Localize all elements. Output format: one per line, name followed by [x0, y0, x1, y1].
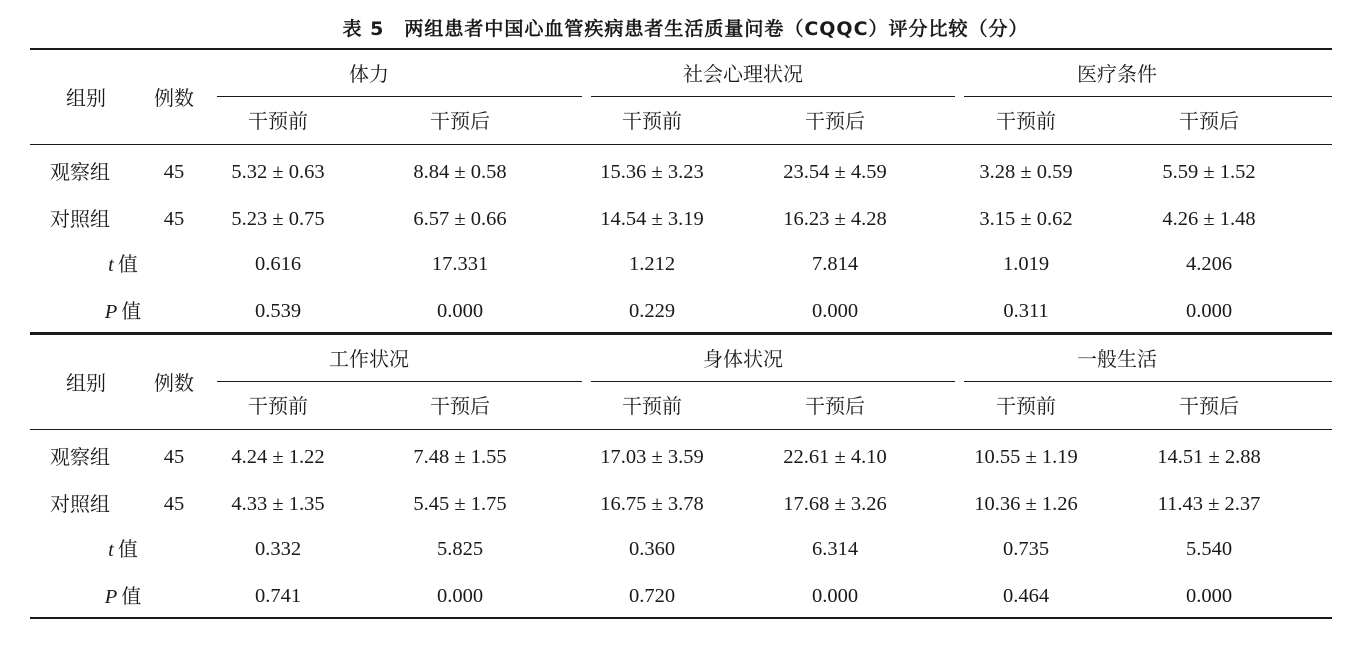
header-count: 例数 [154, 371, 194, 395]
group-underline [591, 381, 955, 382]
value-cell: 0.720 [628, 585, 676, 607]
value-cell: 0.311 [1003, 300, 1049, 322]
row-label: 对照组 [50, 492, 110, 516]
value-cell: 5.32 ± 0.63 [231, 161, 325, 183]
measure-heading: 体力 [349, 62, 389, 86]
value-cell: 1.019 [1002, 253, 1050, 275]
top-rule [30, 48, 1332, 50]
header-group: 组别 [66, 371, 106, 395]
sub-header-before: 干预前 [248, 109, 308, 133]
value-cell: 7.48 ± 1.55 [413, 446, 507, 468]
top-rule [30, 333, 1332, 335]
value-cell: 0.000 [811, 300, 859, 322]
value-cell: 7.814 [811, 253, 859, 275]
value-cell: 0.000 [1185, 585, 1233, 607]
stat-word: 值 [117, 252, 138, 276]
group-underline [964, 381, 1332, 382]
sub-header-after: 干预后 [430, 394, 490, 418]
value-cell: 0.000 [1185, 300, 1233, 322]
value-cell: 0.360 [628, 538, 676, 560]
row-count: 45 [163, 208, 185, 230]
sub-header-before: 干预前 [248, 394, 308, 418]
stat-word: 值 [121, 299, 142, 323]
stat-symbol: P [104, 586, 118, 608]
value-cell: 0.000 [436, 585, 484, 607]
value-cell: 15.36 ± 3.23 [600, 161, 704, 183]
value-cell: 5.45 ± 1.75 [413, 493, 507, 515]
value-cell: 0.464 [1002, 585, 1050, 607]
group-underline [217, 96, 582, 97]
stat-symbol: t [108, 539, 114, 561]
sub-header-after: 干预后 [430, 109, 490, 133]
value-cell: 0.000 [811, 585, 859, 607]
value-cell: 23.54 ± 4.59 [783, 161, 887, 183]
sub-header-after: 干预后 [805, 394, 865, 418]
stat-label [63, 249, 183, 279]
sub-header-after: 干预后 [1179, 394, 1239, 418]
row-count: 45 [163, 446, 185, 468]
value-cell: 6.57 ± 0.66 [413, 208, 507, 230]
value-cell: 17.03 ± 3.59 [600, 446, 704, 468]
value-cell: 4.33 ± 1.35 [231, 493, 325, 515]
value-cell: 0.229 [628, 300, 676, 322]
measure-heading: 工作状况 [329, 347, 409, 371]
bottom-rule [30, 617, 1332, 619]
table-caption: 表 5 两组患者中国心血管疾病患者生活质量问卷（CQQC）评分比较（分） [342, 18, 1029, 40]
stat-word: 值 [117, 537, 138, 561]
value-cell: 0.735 [1002, 538, 1050, 560]
value-cell: 4.26 ± 1.48 [1162, 208, 1256, 230]
stat-label [63, 534, 183, 564]
header-group: 组别 [66, 86, 106, 110]
value-cell: 16.23 ± 4.28 [783, 208, 887, 230]
header-count: 例数 [154, 86, 194, 110]
value-cell: 0.616 [254, 253, 302, 275]
value-cell: 11.43 ± 2.37 [1157, 493, 1261, 515]
sub-header-before: 干预前 [996, 109, 1056, 133]
sub-header-after: 干预后 [1179, 109, 1239, 133]
stat-symbol: t [108, 254, 114, 276]
row-label: 观察组 [50, 160, 110, 184]
value-cell: 17.331 [431, 253, 489, 275]
stat-label [63, 581, 183, 611]
value-cell: 14.51 ± 2.88 [1157, 446, 1261, 468]
score-table-1 [30, 48, 1332, 338]
header-rule [30, 429, 1332, 430]
row-count: 45 [163, 161, 185, 183]
value-cell: 22.61 ± 4.10 [783, 446, 887, 468]
sub-header-before: 干预前 [622, 394, 682, 418]
group-underline [964, 96, 1332, 97]
header-rule [30, 144, 1332, 145]
measure-heading: 医疗条件 [1077, 62, 1157, 86]
value-cell: 4.206 [1185, 253, 1233, 275]
value-cell: 0.332 [254, 538, 302, 560]
measure-heading: 社会心理状况 [683, 62, 803, 86]
sub-header-before: 干预前 [996, 394, 1056, 418]
value-cell: 5.540 [1185, 538, 1233, 560]
sub-header-before: 干预前 [622, 109, 682, 133]
stat-word: 值 [121, 584, 142, 608]
measure-heading: 身体状况 [703, 347, 783, 371]
value-cell: 8.84 ± 0.58 [413, 161, 507, 183]
stat-label [63, 296, 183, 326]
value-cell: 0.000 [436, 300, 484, 322]
value-cell: 0.741 [254, 585, 302, 607]
value-cell: 5.23 ± 0.75 [231, 208, 325, 230]
value-cell: 0.539 [254, 300, 302, 322]
group-underline [217, 381, 582, 382]
value-cell: 10.55 ± 1.19 [974, 446, 1078, 468]
value-cell: 10.36 ± 1.26 [974, 493, 1078, 515]
value-cell: 16.75 ± 3.78 [600, 493, 704, 515]
stat-symbol: P [104, 301, 118, 323]
value-cell: 5.59 ± 1.52 [1162, 161, 1256, 183]
value-cell: 1.212 [628, 253, 676, 275]
row-label: 对照组 [50, 207, 110, 231]
sub-header-after: 干预后 [805, 109, 865, 133]
value-cell: 3.28 ± 0.59 [979, 161, 1073, 183]
row-label: 观察组 [50, 445, 110, 469]
score-table-2 [30, 333, 1332, 623]
value-cell: 5.825 [436, 538, 484, 560]
value-cell: 17.68 ± 3.26 [783, 493, 887, 515]
value-cell: 6.314 [811, 538, 859, 560]
measure-heading: 一般生活 [1077, 347, 1157, 371]
value-cell: 4.24 ± 1.22 [231, 446, 325, 468]
value-cell: 3.15 ± 0.62 [979, 208, 1073, 230]
value-cell: 14.54 ± 3.19 [600, 208, 704, 230]
group-underline [591, 96, 955, 97]
row-count: 45 [163, 493, 185, 515]
